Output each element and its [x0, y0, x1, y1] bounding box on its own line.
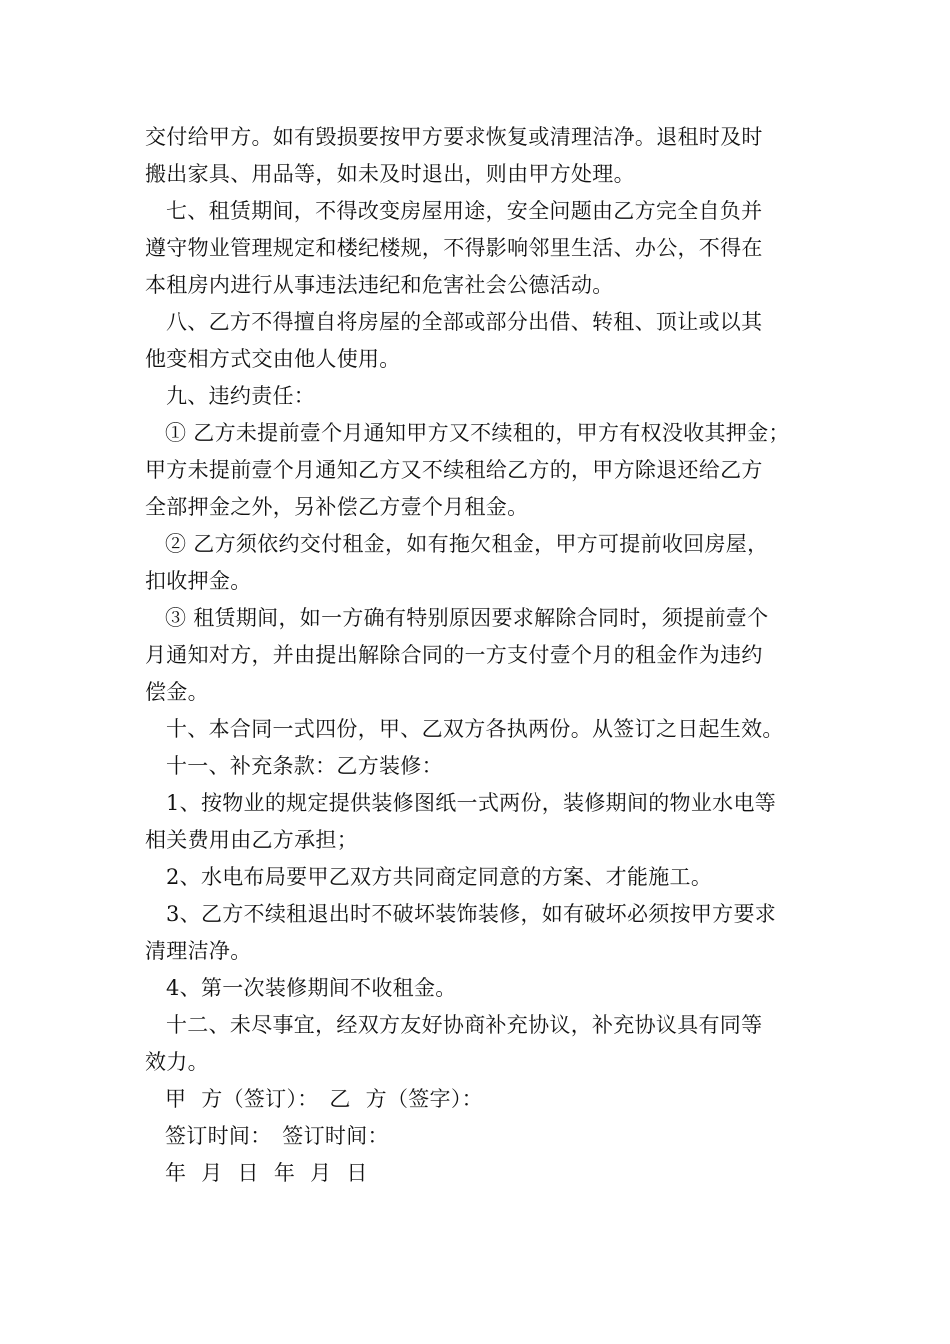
- paragraph-renovation-2: [145, 859, 815, 896]
- paragraph-clause-8: [145, 304, 815, 378]
- paragraph-renovation-1: [145, 785, 815, 859]
- paragraph-breach-2: [145, 526, 815, 600]
- text-line: 3、乙方不续租退出时不破坏装饰装修，如有破坏必须按甲方要求: [166, 902, 777, 926]
- text-line: 扣收押金。: [145, 569, 252, 593]
- signature-time: 签订时间： 签订时间：: [165, 1124, 389, 1148]
- text-line: 甲方未提前壹个月通知乙方又不续租给乙方的，甲方除退还给乙方: [145, 458, 763, 482]
- text-line: 十、本合同一式四份，甲、乙双方各执两份。从签订之日起生效。: [166, 717, 784, 741]
- text-line: 4、第一次装修期间不收租金。: [166, 976, 457, 1000]
- paragraph-return-items: [145, 119, 815, 193]
- text-line: 搬出家具、用品等，如未及时退出，则由甲方处理。: [145, 162, 635, 186]
- signature-date: 年 月 日 年 月 日: [165, 1161, 368, 1185]
- signature-parties: 甲 方（签订）： 乙 方（签字）：: [165, 1087, 483, 1111]
- contract-text: [145, 119, 815, 1192]
- text-line: 十二、未尽事宜，经双方友好协商补充协议，补充协议具有同等: [166, 1013, 763, 1037]
- paragraph-clause-7: [145, 193, 815, 304]
- text-line: 本租房内进行从事违法违纪和危害社会公德活动。: [145, 273, 614, 297]
- text-line: 月通知对方，并由提出解除合同的一方支付壹个月的租金作为违约: [145, 643, 763, 667]
- signature-block: [145, 1081, 815, 1192]
- paragraph-clause-10: [145, 711, 815, 748]
- text-line: 清理洁净。: [145, 939, 252, 963]
- text-line: 交付给甲方。如有毁损要按甲方要求恢复或清理洁净。退租时及时: [145, 125, 763, 149]
- text-line: ② 乙方须依约交付租金，如有拖欠租金，甲方可提前收回房屋，: [165, 532, 769, 556]
- paragraph-clause-12: [145, 1007, 815, 1081]
- text-line: 他变相方式交由他人使用。: [145, 347, 401, 371]
- text-line: 全部押金之外，另补偿乙方壹个月租金。: [145, 495, 529, 519]
- text-line: 八、乙方不得擅自将房屋的全部或部分出借、转租、顶让或以其: [166, 310, 763, 334]
- text-line: 相关费用由乙方承担；: [145, 828, 358, 852]
- text-line: 1、按物业的规定提供装修图纸一式两份，装修期间的物业水电等: [166, 791, 777, 815]
- paragraph-renovation-3: [145, 896, 815, 970]
- text-line: 九、违约责任：: [166, 384, 316, 408]
- text-line: 七、租赁期间，不得改变房屋用途，安全问题由乙方完全自负并: [166, 199, 763, 223]
- text-line: ① 乙方未提前壹个月通知甲方又不续租的，甲方有权没收其押金；: [165, 421, 790, 445]
- text-line: 效力。: [145, 1050, 209, 1074]
- text-line: 2、水电布局要甲乙双方共同商定同意的方案、才能施工。: [166, 865, 713, 889]
- text-line: 偿金。: [145, 680, 209, 704]
- paragraph-breach-3: [145, 600, 815, 711]
- text-line: ③ 租赁期间，如一方确有特别原因要求解除合同时，须提前壹个: [165, 606, 769, 630]
- paragraph-clause-11: [145, 748, 815, 785]
- paragraph-breach-1: [145, 415, 815, 526]
- paragraph-renovation-4: [145, 970, 815, 1007]
- paragraph-clause-9: [145, 378, 815, 415]
- text-line: 遵守物业管理规定和楼纪楼规，不得影响邻里生活、办公，不得在: [145, 236, 763, 260]
- text-line: 十一、补充条款：乙方装修：: [166, 754, 443, 778]
